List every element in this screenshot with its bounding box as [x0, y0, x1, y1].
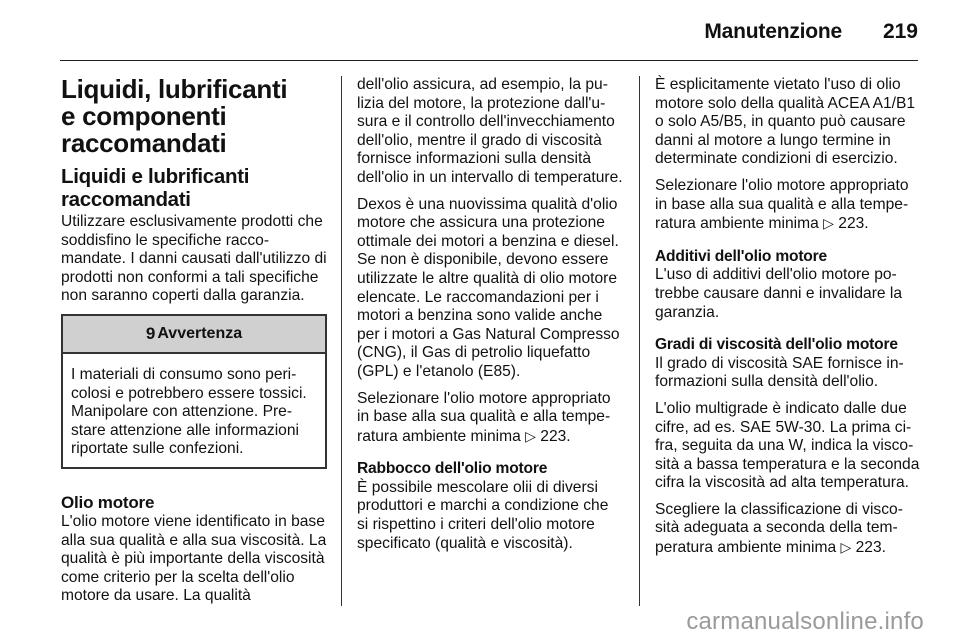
column-divider-1 — [341, 76, 342, 606]
oil-quality-paragraph: dell'olio assicura, ad esempio, la pulizia del motore, la protezione dall'usura e il controllo dell'invecchiamento dell'olio, mentre il grado di viscosità fornisce informazioni sulla densità dell'olio in un intervallo di temperature. — [357, 76, 623, 186]
section-title — [61, 76, 327, 157]
page-reference-arrow-icon: ▷ — [840, 539, 852, 556]
topup-paragraph: È possibile mescolare olii di diversi produttori e marchi a condizione che si rispettino i criteri dell'olio motore specificato (qualità e viscosità). — [357, 478, 609, 552]
page-reference-arrow-icon: ▷ — [823, 215, 834, 232]
section-title-line: raccomandati — [61, 128, 227, 158]
column-2 — [357, 76, 623, 561]
section-title-line: e componenti — [61, 101, 227, 131]
page-reference[interactable]: 223. — [855, 539, 886, 557]
warning-title: Avvertenza — [157, 324, 243, 342]
warning-icon: 9 — [145, 323, 156, 343]
page-reference[interactable]: 223. — [540, 427, 571, 445]
column-divider-2 — [639, 76, 640, 606]
engine-oil-heading: Olio motore — [61, 492, 155, 512]
subsection-title-line: Liquidi e lubrificanti — [61, 165, 250, 188]
additives-heading: Additivi dell'olio motore — [655, 247, 827, 265]
warning-header — [63, 316, 325, 354]
intro-paragraph: Utilizzare esclusivamente prodotti che soddisfino le specifiche raccomandate. I danni causati dall'utilizzo di prodotti non conformi a tali specifiche non saranno coperti dalla garanzia. — [61, 213, 327, 305]
page-reference[interactable]: 223. — [838, 215, 869, 233]
viscosity-heading: Gradi di viscosità dell'olio motore — [655, 336, 898, 354]
warning-text: I materiali di consumo sono pericolosi e potrebbero essere tossici. Manipolare con attenzione. Prestare attenzione alle informazioni riportate sulle confezioni. — [71, 365, 307, 458]
column-3 — [655, 76, 921, 566]
page-number: 219 — [882, 20, 918, 43]
header-rule — [60, 60, 918, 61]
header-title: Manutenzione — [704, 20, 842, 43]
viscosity-paragraph-1: Il grado di viscosità SAE fornisce informazioni sulla densità dell'olio. — [655, 354, 904, 391]
viscosity-select-text: Scegliere la classificazione di viscosità adeguata a seconda della temperatura ambiente minima — [655, 500, 903, 557]
subsection-title-line: raccomandati — [61, 188, 191, 211]
column-1 — [61, 76, 327, 614]
select-oil-paragraph — [357, 390, 623, 447]
watermark: carmanualsonline.info — [686, 608, 924, 635]
subsection-title — [61, 165, 327, 211]
engine-oil-paragraph: L'olio motore viene identificato in base alla sua qualità e alla sua viscosità. La qualità è più importante della viscosità come criterio per la scelta dell'olio motore da usare. La qualità — [61, 512, 327, 605]
topup-heading: Rabbocco dell'olio motore — [357, 460, 548, 478]
additives-paragraph: L'uso di additivi dell'olio motore potrebbe causare danni e invalidare la garanzia. — [655, 266, 903, 321]
select-oil-paragraph-2 — [655, 177, 921, 234]
acea-paragraph: È esplicitamente vietato l'uso di olio motore solo della qualità ACEA A1/B1 o solo A5/B5, in quanto può causare danni al motore a lungo termine in determinate condizioni di esercizio. — [655, 76, 916, 168]
select-oil-text: Selezionare l'olio motore appropriato in base alla sua qualità e alla temperatura ambiente minima — [655, 176, 909, 233]
section-title-line: Liquidi, lubrificanti — [61, 74, 288, 104]
warning-box — [61, 314, 327, 469]
viscosity-paragraph-3 — [655, 501, 921, 558]
select-oil-text: Selezionare l'olio motore appropriato in base alla sua qualità e alla temperatura ambiente minima — [357, 389, 611, 445]
dexos-paragraph: Dexos è una nuovissima qualità d'olio motore che assicura una protezione ottimale dei motori a benzina e diesel. Se non è disponibile, devono essere utilizzate le altre qualità di olio motore elencate. Le raccomandazioni per i motori a benzina sono valide anche per i motori a Gas Natural Compresso (CNG), il Gas di petrolio liquefatto (GPL) e l'etanolo (E85). — [357, 195, 620, 380]
page-header — [0, 0, 960, 60]
page-reference-arrow-icon: ▷ — [525, 427, 536, 444]
viscosity-paragraph-2: L'olio multigrade è indicato dalle due cifre, ad es. SAE 5W-30. La prima cifra, seguita da una W, indica la viscosità a bassa temperatura e la seconda cifra la viscosità ad alta temperatura. — [655, 399, 920, 492]
